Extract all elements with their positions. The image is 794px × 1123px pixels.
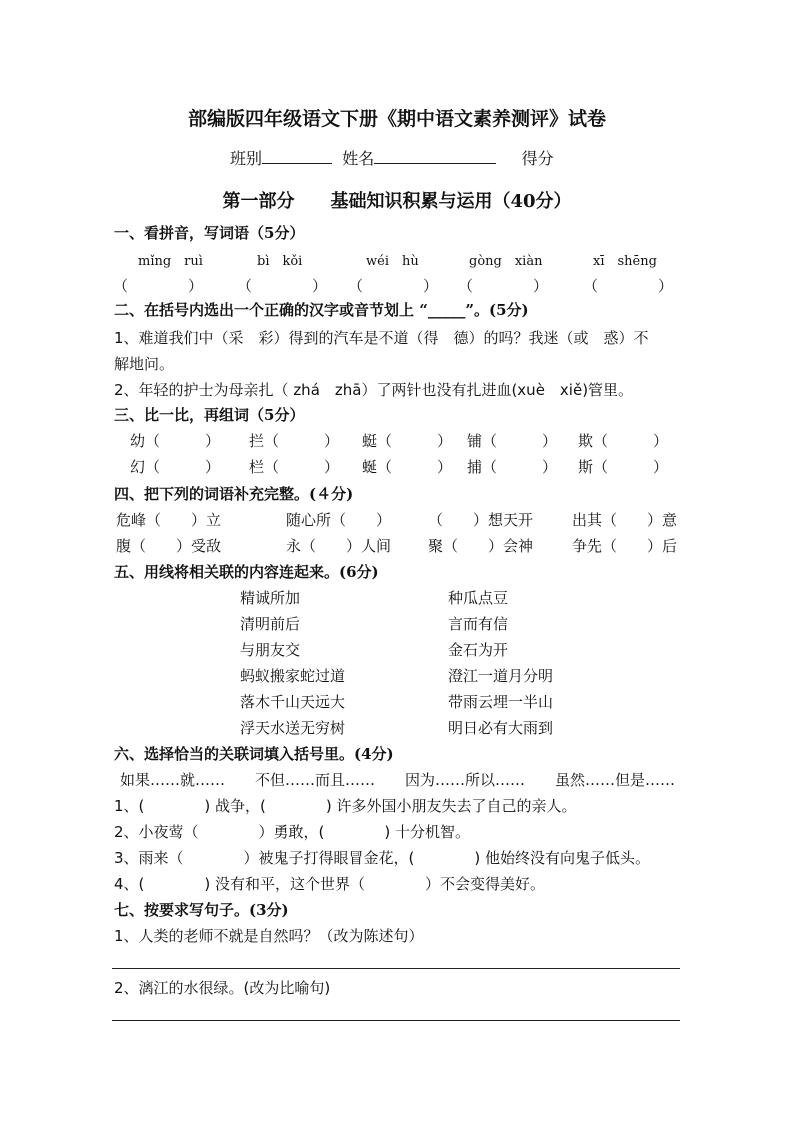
answer-paren-4[interactable]: （ ） xyxy=(458,277,549,295)
compare-3b[interactable]: 蜒（ ） xyxy=(362,458,453,476)
answer-line-1[interactable] xyxy=(112,968,680,969)
name-blank[interactable] xyxy=(374,163,496,164)
match-left-item[interactable]: 精诚所加 xyxy=(240,589,301,607)
section-3-heading: 三、比一比，再组词（5分） xyxy=(114,406,305,424)
pinyin-5: xī shēng xyxy=(593,254,657,269)
score-label: 得分 xyxy=(521,149,554,168)
idiom-3a[interactable]: （ ）想天开 xyxy=(428,511,534,529)
match-left-item[interactable]: 清明前后 xyxy=(240,615,301,633)
match-right-item[interactable]: 言而有信 xyxy=(448,615,509,633)
compare-2a[interactable]: 拦（ ） xyxy=(249,432,340,450)
idiom-2b[interactable]: 永（ ）人间 xyxy=(286,537,392,555)
answer-paren-1[interactable]: （ ） xyxy=(113,277,204,295)
match-right-item[interactable]: 种瓜点豆 xyxy=(448,589,509,607)
section-2-line-2: 解地问。 xyxy=(114,355,175,373)
idiom-1a[interactable]: 危峰（ ）立 xyxy=(116,511,222,529)
idiom-1b[interactable]: 腹（ ）受敌 xyxy=(116,537,222,555)
sentence-question-2: 2、漓江的水很绿。(改为比喻句) xyxy=(114,979,331,997)
compare-5a[interactable]: 欺（ ） xyxy=(578,432,669,450)
pinyin-1: mǐng ruì xyxy=(138,254,203,269)
match-left-item[interactable]: 浮天水送无穷树 xyxy=(240,719,346,737)
idiom-3b[interactable]: 聚（ ）会神 xyxy=(428,537,534,555)
conjunction-item-4[interactable]: 4、( ) 没有和平，这个世界（ ）不会变得美好。 xyxy=(114,875,546,893)
section-7-heading: 七、按要求写句子。(3分) xyxy=(114,901,289,919)
match-right-item[interactable]: 明日必有大雨到 xyxy=(448,719,554,737)
section-5-heading: 五、用线将相关联的内容连起来。(6分) xyxy=(114,563,379,581)
sentence-question-1: 1、人类的老师不就是自然吗？（改为陈述句） xyxy=(114,927,424,945)
part-one-heading: 第一部分 基础知识积累与运用（40分） xyxy=(222,191,572,212)
compare-1b[interactable]: 幻（ ） xyxy=(130,458,221,476)
compare-2b[interactable]: 栏（ ） xyxy=(249,458,340,476)
pinyin-2: bì kǒi xyxy=(257,254,303,269)
pinyin-3: wéi hù xyxy=(366,254,419,269)
idiom-4a[interactable]: 出其（ ）意 xyxy=(572,511,678,529)
conjunction-item-1[interactable]: 1、( ) 战争，( ) 许多外国小朋友失去了自己的亲人。 xyxy=(114,797,577,815)
match-right-item[interactable]: 带雨云埋一半山 xyxy=(448,693,554,711)
idiom-2a[interactable]: 随心所（ ） xyxy=(286,511,392,529)
class-label: 班别 xyxy=(230,149,263,168)
section-2-line-3: 2、年轻的护士为母亲扎（ zhá zhā）了两针也没有扎进血(xuè xiě)管里。 xyxy=(114,381,634,399)
answer-paren-5[interactable]: （ ） xyxy=(583,277,674,295)
compare-1a[interactable]: 幼（ ） xyxy=(130,432,221,450)
pinyin-4: gòng xiàn xyxy=(469,254,543,269)
conjunction-item-2[interactable]: 2、小夜莺（ ）勇敢，( ) 十分机智。 xyxy=(114,823,471,841)
compare-4a[interactable]: 铺（ ） xyxy=(467,432,558,450)
compare-3a[interactable]: 蜓（ ） xyxy=(362,432,453,450)
student-info-row xyxy=(230,146,554,169)
answer-paren-3[interactable]: （ ） xyxy=(348,277,439,295)
section-2-line-1: 1、难道我们中（采 彩）得到的汽车是不道（得 德）的吗？我迷（或 惑）不 xyxy=(114,329,649,347)
match-right-item[interactable]: 澄江一道月分明 xyxy=(448,667,554,685)
compare-4b[interactable]: 捕（ ） xyxy=(467,458,558,476)
section-2-heading: 二、在括号内选出一个正确的汉字或音节划上 “_____”。(5分) xyxy=(114,301,529,319)
conjunction-options: 如果……就…… 不但……而且…… 因为……所以…… 虽然……但是…… xyxy=(120,771,676,789)
name-label: 姓名 xyxy=(342,149,375,168)
answer-paren-2[interactable]: （ ） xyxy=(237,277,328,295)
match-left-item[interactable]: 与朋友交 xyxy=(240,641,301,659)
section-1-heading: 一、看拼音，写词语（5分） xyxy=(114,224,305,242)
match-left-item[interactable]: 蚂蚁搬家蛇过道 xyxy=(240,667,346,685)
page-title: 部编版四年级语文下册《期中语文素养测评》试卷 xyxy=(187,108,606,130)
conjunction-item-3[interactable]: 3、雨来（ ）被鬼子打得眼冒金花，( ) 他始终没有向鬼子低头。 xyxy=(114,849,651,867)
section-4-heading: 四、把下列的词语补充完整。(４分) xyxy=(114,485,354,503)
match-left-item[interactable]: 落木千山天远大 xyxy=(240,693,346,711)
compare-5b[interactable]: 斯（ ） xyxy=(578,458,669,476)
section-6-heading: 六、选择恰当的关联词填入括号里。(4分) xyxy=(114,745,394,763)
answer-line-2[interactable] xyxy=(112,1020,680,1021)
idiom-4b[interactable]: 争先（ ）后 xyxy=(572,537,678,555)
class-blank[interactable] xyxy=(262,163,332,164)
match-right-item[interactable]: 金石为开 xyxy=(448,641,509,659)
